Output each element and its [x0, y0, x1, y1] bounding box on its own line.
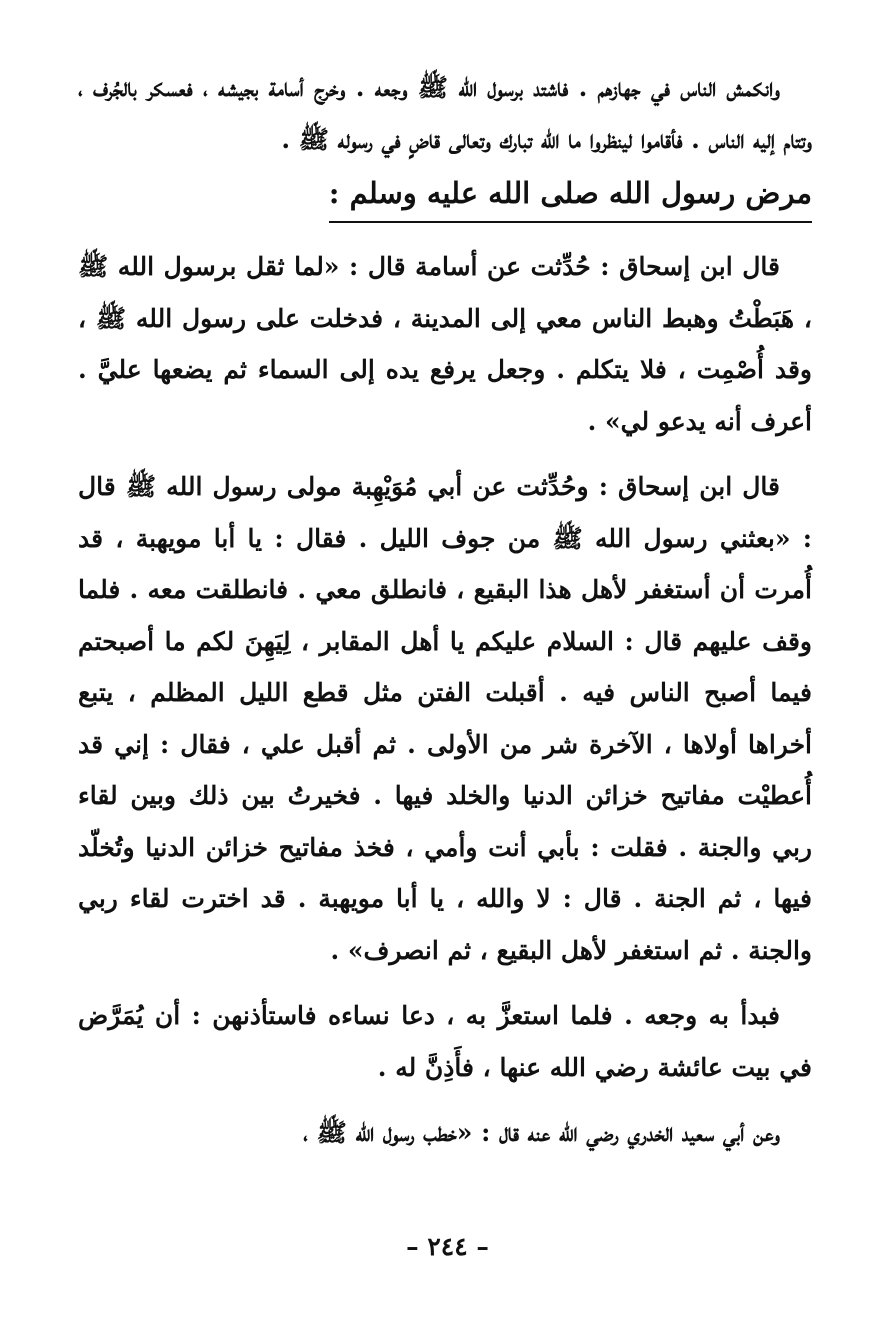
paragraph-abu-muwayhiba-narration: قال ابن إسحاق : وحُدِّثت عن أبي مُوَيْهِبة مولى رسول الله ﷺ قال : «بعثني رسول الله ﷺ من جوف الليل . فقال : يا أبا مويهبة ، قد أُمرت أن أستغفر لأهل هذا البقيع ، فانطلق معي . فانطلقت معه . فلما وقف عليهم قال : السلام عليكم يا أهل المقابر ، لِيَهِنَ لكم ما أصبحتم فيما أصبح الناس فيه . أقبلت الفتن مثل قطع الليل المظلم ، يتبع أخراها أولاها ، الآخرة شر من الأولى . ثم أقبل علي ، فقال : إني قد أُعطيْت مفاتيح خزائن الدنيا والخلد فيها . فخيرتُ بين ذلك وبين لقاء ربي والجنة . فقلت : بأبي أنت وأمي ، فخذ مفاتيح خزائن الدنيا وتُخلّد فيها ، ثم الجنة . قال : لا والله ، يا أبا مويهبة . قد اخترت لقاء ربي والجنة . ثم استغفر لأهل البقيع ، ثم انصرف» . [78, 472, 812, 965]
paragraph-illness-begins: فبدأ به وجعه . فلما استعزَّ به ، دعا نساءه فاستأذنهن : أن يُمَرَّض في بيت عائشة رضي الله عنها ، فأَذِنَّ له . [78, 1001, 812, 1082]
page-content [78, 62, 812, 1159]
section-heading-block [78, 167, 812, 227]
paragraph-usama-narration: قال ابن إسحاق : حُدِّثت عن أسامة قال : «لما ثقل برسول الله ﷺ ، هَبَطْتُ وهبط الناس معي إلى المدينة ، فدخلت على رسول الله ﷺ ، وقد أُصْمِت ، فلا يتكلم . وجعل يرفع يده إلى السماء ثم يضعها عليَّ . أعرف أنه يدعو لي» . [78, 252, 812, 436]
section-heading: مرض رسول الله صلى الله عليه وسلم : [329, 171, 812, 223]
paragraph-continued: وانكمش الناس في جهازهم . فاشتد برسول الله ﷺ وجعه . وخرج أسامة بجيشه ، فعسكر بالجُرف ، وتتام إليه الناس . فأقاموا لينظروا ما الله تبارك وتعالى قاضٍ في رسوله ﷺ . [78, 73, 812, 154]
paragraph-abu-said-narration: وعن أبي سعيد الخدري رضي الله عنه قال : «خطب رسول الله ﷺ ، [303, 1118, 780, 1147]
page-number: – ٢٤٤ – [406, 1232, 489, 1261]
